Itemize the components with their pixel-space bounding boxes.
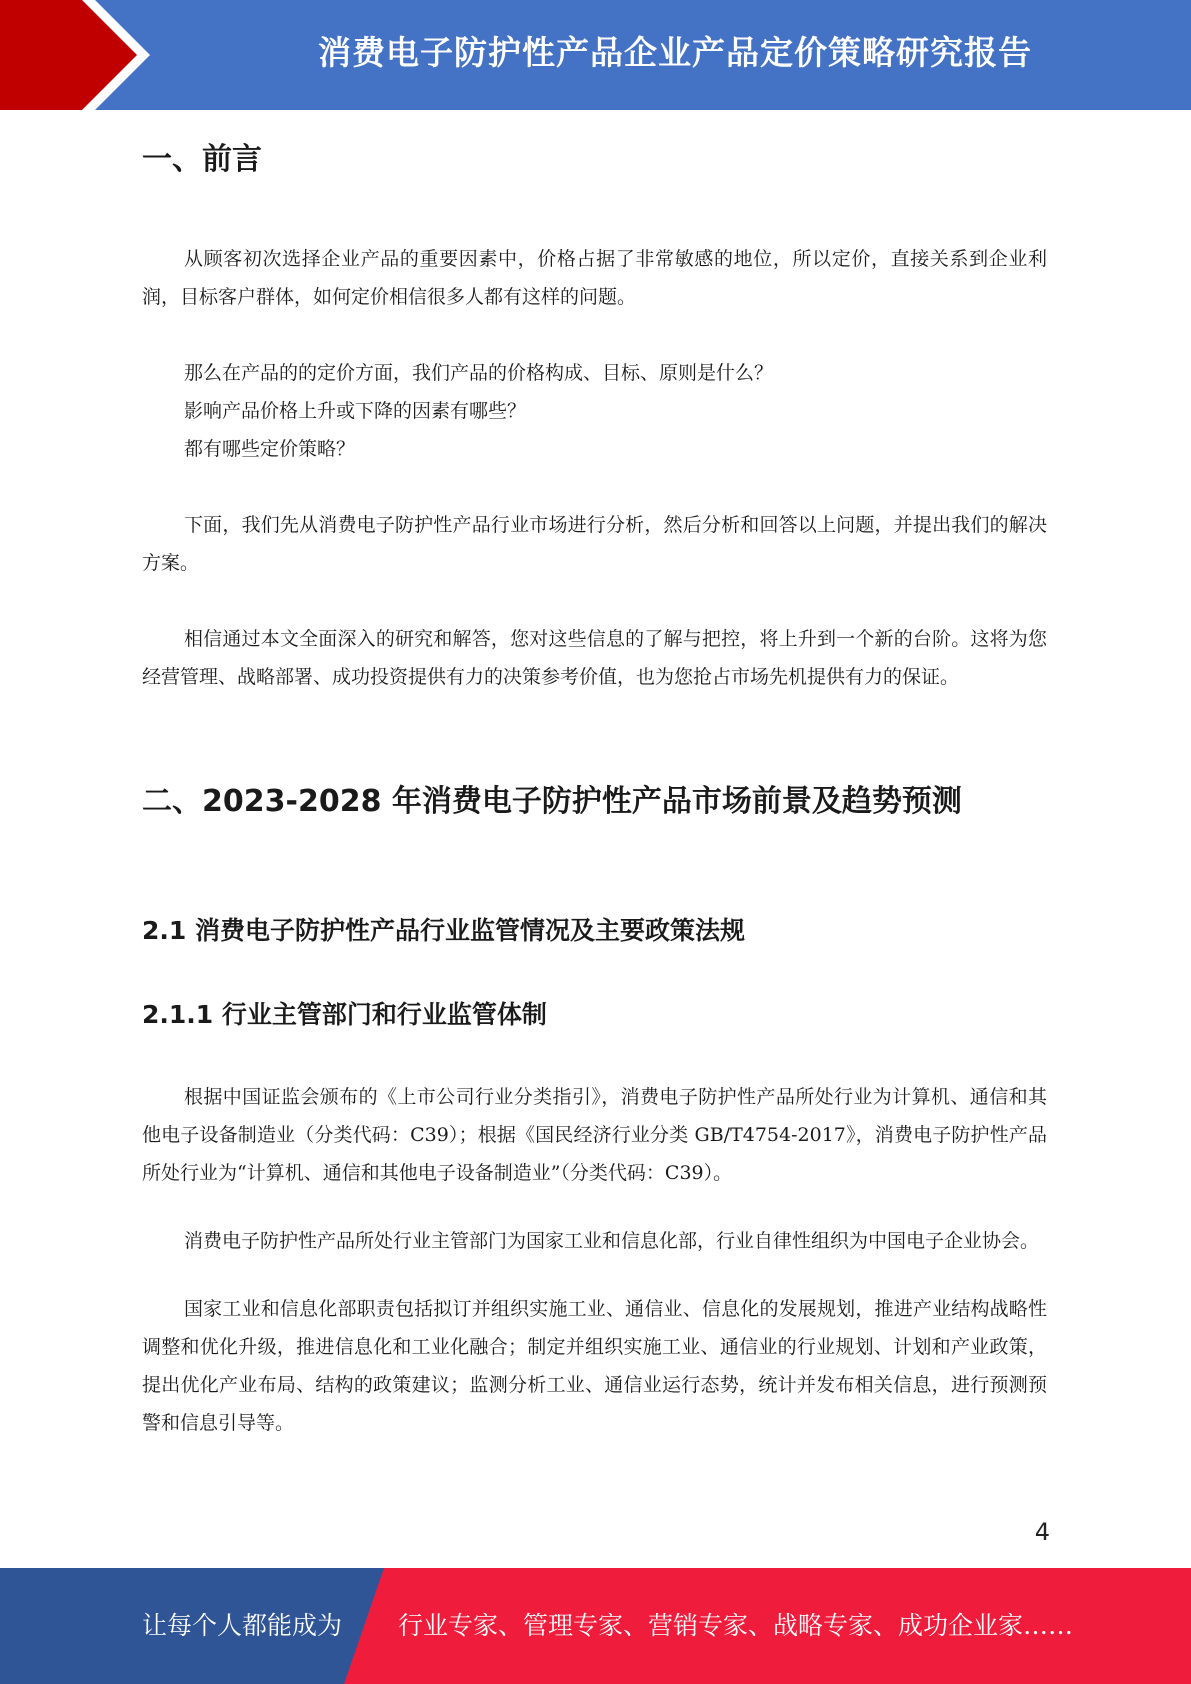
section-2-1-1-paragraph-3: 国家工业和信息化部职责包括拟订并组织实施工业、通信业、信息化的发展规划，推进产业结构战略性调整和优化升级，推进信息化和工业化融合；制定并组织实施工业、通信业的行业规划、计划和产业政策，提出优化产业布局、结构的政策建议；监测分析工业、通信业运行态势，统计并发布相关信息，进行预测预警和信息引导等。 <box>142 1298 1047 1434</box>
preface-paragraph-1: 从顾客初次选择企业产品的重要因素中，价格占据了非常敏感的地位，所以定价，直接关系到企业利润，目标客户群体，如何定价相信很多人都有这样的问题。 <box>142 248 1047 308</box>
forecast-heading: 二、2023-2028 年消费电子防护性产品市场前景及趋势预测 <box>142 784 962 819</box>
section-2-1-1-paragraph-2: 消费电子防护性产品所处行业主管部门为国家工业和信息化部，行业自律性组织为中国电子企业协会。 <box>184 1230 1040 1252</box>
preface-question-2: 影响产品价格上升或下降的因素有哪些？ <box>184 400 527 422</box>
footer-slogan-right: 行业专家、管理专家、营销专家、战略专家、成功企业家…… <box>398 1611 1074 1640</box>
preface-question-3: 都有哪些定价策略？ <box>184 438 356 460</box>
preface-paragraph-3: 相信通过本文全面深入的研究和解答，您对这些信息的了解与把控，将上升到一个新的台阶。这将为您经营管理、战略部署、成功投资提供有力的决策参考价值，也为您抢占市场先机提供有力的保证。 <box>142 628 1047 688</box>
footer-slogan-left: 让每个人都能成为 <box>142 1611 343 1640</box>
document-body <box>142 110 1047 1442</box>
header-banner <box>0 0 1191 110</box>
section-2-1-1-paragraph-1: 根据中国证监会颁布的《上市公司行业分类指引》，消费电子防护性产品所处行业为计算机、通信和其他电子设备制造业（分类代码：C39）；根据《国民经济行业分类 GB/T4754-2017》，消费电子防护性产品所处行业为“计算机、通信和其他电子设备制造业”（分类代码：C39）。 <box>142 1086 1047 1184</box>
report-title: 消费电子防护性产品企业产品定价策略研究报告 <box>318 33 1032 72</box>
preface-heading: 一、前言 <box>142 142 262 177</box>
page-number: 4 <box>1034 1518 1050 1546</box>
preface-questions <box>142 354 1047 468</box>
section-2-1-1-heading: 2.1.1 行业主管部门和行业监管体制 <box>142 1000 547 1029</box>
header-chevron-graphic <box>0 0 160 110</box>
preface-paragraph-2: 下面，我们先从消费电子防护性产品行业市场进行分析，然后分析和回答以上问题，并提出我们的解决方案。 <box>142 514 1047 574</box>
preface-question-1: 那么在产品的的定价方面，我们产品的价格构成、目标、原则是什么？ <box>184 362 774 384</box>
footer-banner <box>0 1568 1191 1684</box>
section-2-1-heading: 2.1 消费电子防护性产品行业监管情况及主要政策法规 <box>142 916 745 945</box>
